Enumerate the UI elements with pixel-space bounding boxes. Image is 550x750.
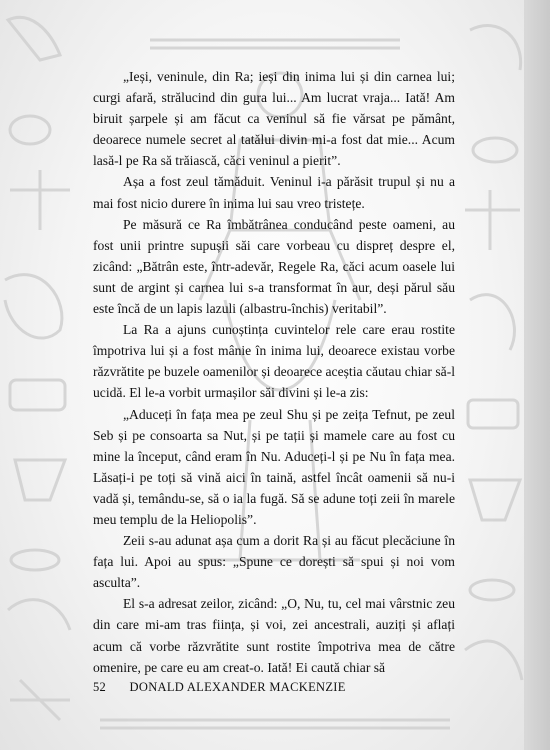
paragraph: „Ieși, veninule, din Ra; ieși din inima lui și din carnea lui; curgi afară, strălucind din gura lui... Am lucrat vraja... Iată! Am biruit șarpele și am făcut ca veninul să fie vărsat pe pământ, deoarece numele secret al tatălui divin mi-a fost dat mie... Acum lasă-l pe Ra să trăiască, căci veninul a pierit”. bbox=[93, 69, 455, 169]
page-edge-shadow bbox=[524, 0, 550, 750]
paragraph: „Aduceți în fața mea pe zeul Shu și pe zeița Tefnut, pe zeul Seb și pe consoarta sa Nut, și pe tații și mamele care au fost cu mine la început, când eram în Nu. Aduceți-l și pe Nu în fața mea. Lăsați-i pe toți să vină aici în taină, astfel încât oamenii să nu-i vadă și, temându-se, să o ia la fugă. Să se adune toți zeii în marele meu templu de la Heliopolis”. bbox=[93, 406, 455, 527]
paragraph: El s-a adresat zeilor, zicând: „O, Nu, tu, cel mai vârstnic zeu din care mi-am tras ființa, și voi, zei ancestrali, auziți și aflați acum că vorbe răzvrătite sunt rostite împotriva mea de către omenire, pe care eu am creat-o. Iată! Ei caută chiar să bbox=[93, 596, 455, 675]
paragraph: Așa a fost zeul tămăduit. Veninul i-a părăsit trupul și nu a mai fost nicio durere în inima lui sau vreo tristețe. bbox=[93, 174, 455, 211]
author-name: DONALD ALEXANDER MACKENZIE bbox=[129, 680, 346, 694]
paragraph: Pe măsură ce Ra îmbătrânea conducând peste oameni, au fost unii printre supușii săi care vorbeau cu dispreț despre el, zicând: „Bătrân este, într-adevăr, Regele Ra, căci acum oasele lui sunt de argint și carnea lui s-a transformat în aur, deși părul său este încă de un lapis lazuli (albastru-închis) veritabil”. bbox=[93, 216, 455, 317]
paragraph: Zeii s-au adunat așa cum a dorit Ra și au făcut plecăciune în fața lui. Apoi au spus: „Spune ce dorești să spui și noi vom asculta”. bbox=[93, 533, 455, 591]
body-text bbox=[93, 66, 455, 678]
page-number: 52 bbox=[93, 680, 107, 694]
running-footer bbox=[93, 680, 346, 695]
paragraph: La Ra a ajuns cunoștința cuvintelor rele care erau rostite împotriva lui și a fost mânie în inima lui, deoarece existau vorbe răzvrătite pe buzele oamenilor și deoarece aceștia căutau chiar să-l ucidă. El le-a vorbit urmașilor săi divini și le-a zis: bbox=[93, 322, 455, 401]
